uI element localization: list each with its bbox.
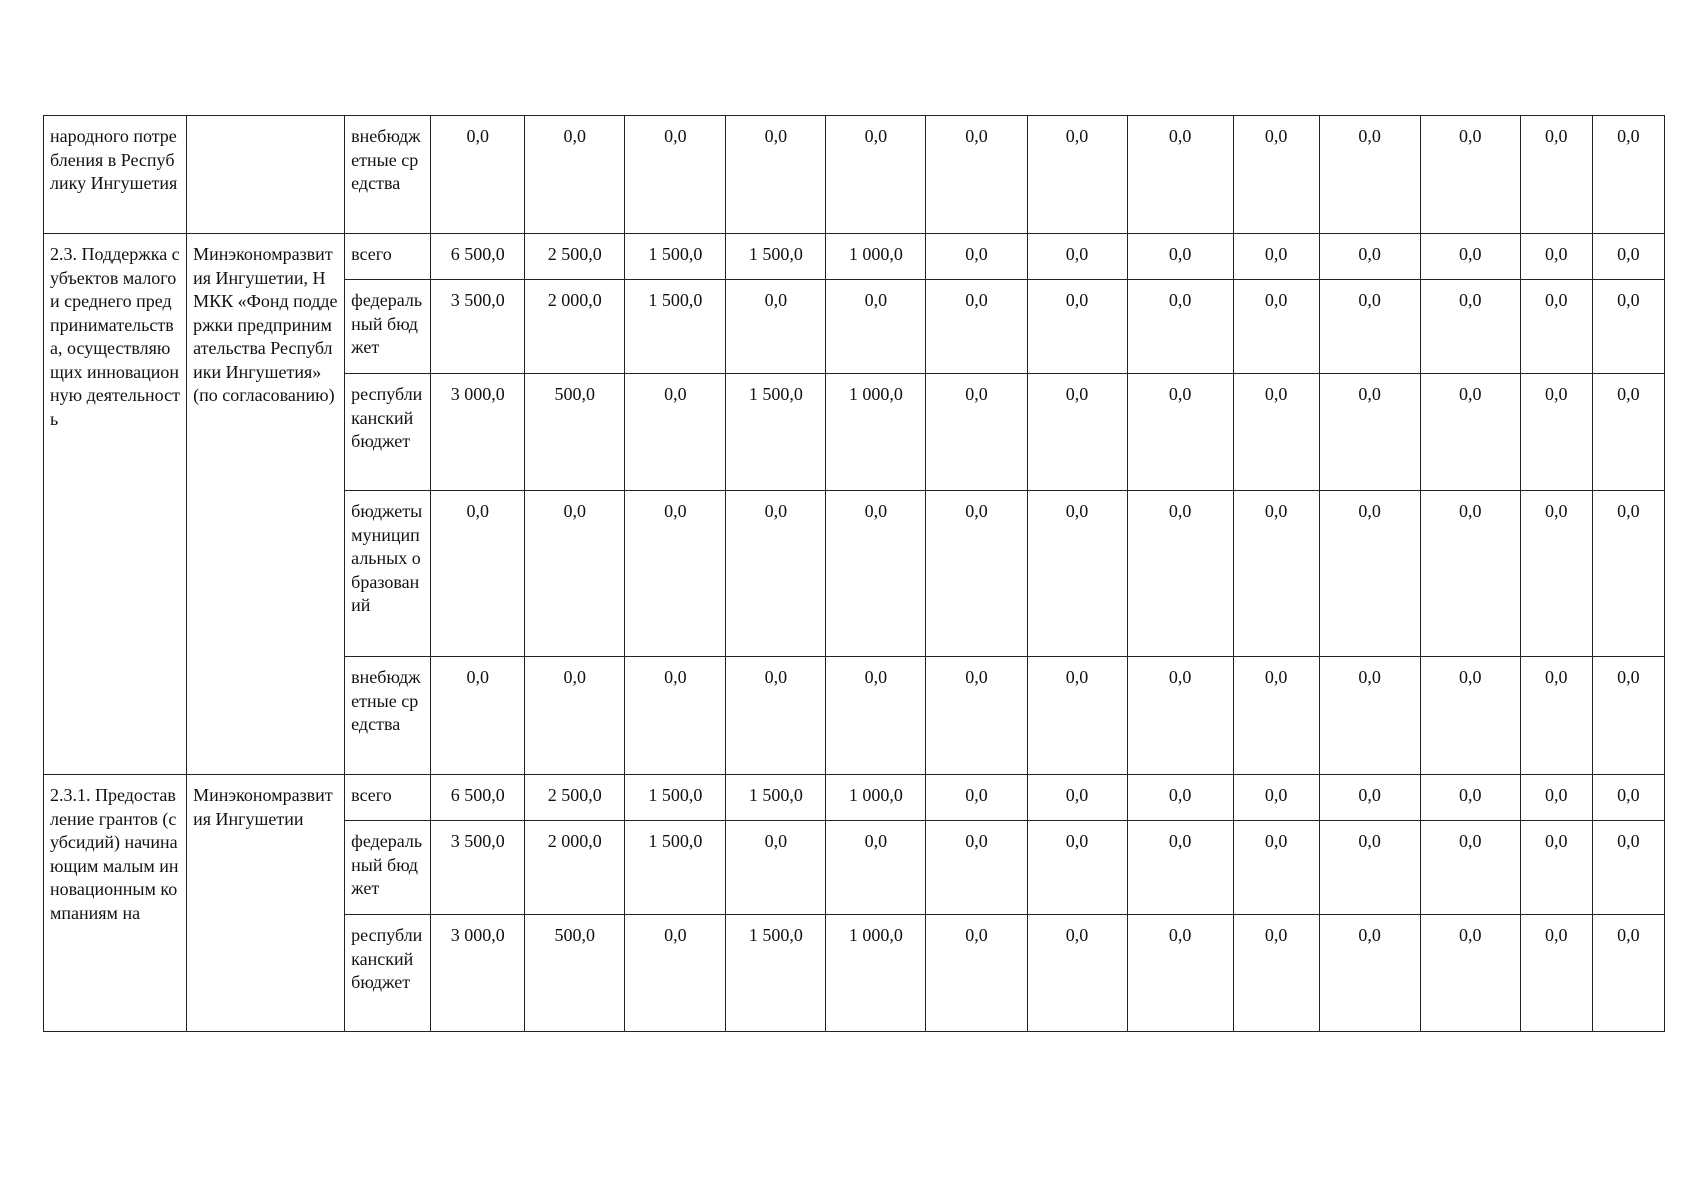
amount-cell: 2 500,0 — [525, 234, 625, 280]
amount-cell: 0,0 — [1027, 491, 1127, 657]
amount-cell: 0,0 — [1233, 116, 1319, 234]
amount-cell: 1 500,0 — [625, 821, 726, 915]
amount-cell: 0,0 — [1319, 374, 1420, 491]
amount-cell: 0,0 — [1420, 775, 1520, 821]
amount-cell: 3 000,0 — [431, 915, 525, 1032]
amount-cell: 0,0 — [1027, 657, 1127, 775]
amount-cell: 0,0 — [1319, 657, 1420, 775]
amount-cell: 0,0 — [1520, 116, 1592, 234]
funding-source-cell: федеральный бюджет — [345, 821, 431, 915]
amount-cell: 1 500,0 — [625, 280, 726, 374]
amount-cell: 0,0 — [1592, 116, 1664, 234]
amount-cell: 0,0 — [525, 657, 625, 775]
funding-source-cell: республиканский бюджет — [345, 374, 431, 491]
amount-cell: 3 000,0 — [431, 374, 525, 491]
amount-cell: 0,0 — [1592, 657, 1664, 775]
amount-cell: 0,0 — [1520, 280, 1592, 374]
amount-cell: 0,0 — [1233, 374, 1319, 491]
amount-cell: 0,0 — [1592, 775, 1664, 821]
funding-source-cell: всего — [345, 234, 431, 280]
funding-source-cell: внебюджетные средства — [345, 657, 431, 775]
amount-cell: 0,0 — [926, 491, 1027, 657]
amount-cell: 0,0 — [1233, 491, 1319, 657]
amount-cell: 0,0 — [926, 915, 1027, 1032]
budget-table — [43, 115, 1665, 1032]
amount-cell: 0,0 — [625, 491, 726, 657]
amount-cell: 2 000,0 — [525, 280, 625, 374]
amount-cell: 0,0 — [1233, 775, 1319, 821]
amount-cell: 0,0 — [1233, 657, 1319, 775]
amount-cell: 0,0 — [826, 821, 926, 915]
amount-cell: 0,0 — [1520, 374, 1592, 491]
amount-cell: 0,0 — [1420, 491, 1520, 657]
executor-cell: Минэкономразвития Ингушетии, НМКК «Фонд поддержки предпринимательства Республики Ингушетия» (по согласованию) — [187, 234, 345, 775]
amount-cell: 6 500,0 — [431, 234, 525, 280]
amount-cell: 0,0 — [726, 280, 826, 374]
table-row — [44, 116, 1665, 234]
amount-cell: 0,0 — [1127, 775, 1233, 821]
amount-cell: 0,0 — [431, 491, 525, 657]
amount-cell: 0,0 — [1520, 821, 1592, 915]
amount-cell: 0,0 — [1319, 491, 1420, 657]
amount-cell: 0,0 — [1592, 280, 1664, 374]
amount-cell: 0,0 — [1319, 280, 1420, 374]
amount-cell: 0,0 — [826, 491, 926, 657]
amount-cell: 0,0 — [1127, 491, 1233, 657]
amount-cell: 1 500,0 — [726, 775, 826, 821]
amount-cell: 1 500,0 — [625, 234, 726, 280]
amount-cell: 0,0 — [926, 374, 1027, 491]
measure-name-cell: 2.3.1. Предоставление грантов (субсидий) начинающим малым инновационным компаниям на — [44, 775, 187, 1032]
amount-cell: 1 500,0 — [625, 775, 726, 821]
amount-cell: 0,0 — [1027, 915, 1127, 1032]
amount-cell: 0,0 — [1592, 491, 1664, 657]
amount-cell: 1 000,0 — [826, 374, 926, 491]
amount-cell: 1 500,0 — [726, 374, 826, 491]
amount-cell: 0,0 — [1592, 374, 1664, 491]
amount-cell: 0,0 — [1233, 280, 1319, 374]
amount-cell: 0,0 — [1520, 915, 1592, 1032]
amount-cell: 0,0 — [1520, 234, 1592, 280]
amount-cell: 0,0 — [1520, 491, 1592, 657]
amount-cell: 0,0 — [1127, 915, 1233, 1032]
amount-cell: 1 000,0 — [826, 234, 926, 280]
amount-cell: 0,0 — [726, 116, 826, 234]
amount-cell: 0,0 — [1027, 374, 1127, 491]
amount-cell: 0,0 — [1027, 280, 1127, 374]
amount-cell: 0,0 — [826, 280, 926, 374]
amount-cell: 0,0 — [1420, 915, 1520, 1032]
amount-cell: 0,0 — [1319, 234, 1420, 280]
funding-source-cell: республиканский бюджет — [345, 915, 431, 1032]
amount-cell: 0,0 — [1520, 657, 1592, 775]
amount-cell: 0,0 — [431, 116, 525, 234]
funding-source-cell: всего — [345, 775, 431, 821]
amount-cell: 0,0 — [1520, 775, 1592, 821]
amount-cell: 2 000,0 — [525, 821, 625, 915]
amount-cell: 0,0 — [1319, 775, 1420, 821]
amount-cell: 0,0 — [625, 374, 726, 491]
amount-cell: 0,0 — [1592, 821, 1664, 915]
amount-cell: 0,0 — [826, 116, 926, 234]
amount-cell: 0,0 — [826, 657, 926, 775]
funding-source-cell: внебюджетные средства — [345, 116, 431, 234]
amount-cell: 0,0 — [1420, 657, 1520, 775]
amount-cell: 0,0 — [525, 116, 625, 234]
amount-cell: 3 500,0 — [431, 821, 525, 915]
executor-cell: Минэкономразвития Ингушетии — [187, 775, 345, 1032]
amount-cell: 0,0 — [926, 657, 1027, 775]
amount-cell: 0,0 — [1127, 234, 1233, 280]
amount-cell: 0,0 — [1233, 821, 1319, 915]
amount-cell: 0,0 — [1233, 234, 1319, 280]
amount-cell: 2 500,0 — [525, 775, 625, 821]
amount-cell: 0,0 — [726, 491, 826, 657]
amount-cell: 500,0 — [525, 915, 625, 1032]
amount-cell: 0,0 — [1319, 915, 1420, 1032]
amount-cell: 1 000,0 — [826, 775, 926, 821]
amount-cell: 0,0 — [1420, 374, 1520, 491]
amount-cell: 0,0 — [926, 116, 1027, 234]
amount-cell: 0,0 — [525, 491, 625, 657]
amount-cell: 500,0 — [525, 374, 625, 491]
amount-cell: 0,0 — [1027, 821, 1127, 915]
amount-cell: 0,0 — [1420, 116, 1520, 234]
amount-cell: 0,0 — [1127, 821, 1233, 915]
amount-cell: 0,0 — [726, 657, 826, 775]
amount-cell: 0,0 — [1127, 116, 1233, 234]
amount-cell: 0,0 — [1127, 280, 1233, 374]
amount-cell: 0,0 — [726, 821, 826, 915]
funding-source-cell: федеральный бюджет — [345, 280, 431, 374]
amount-cell: 0,0 — [625, 915, 726, 1032]
measure-name-cell: 2.3. Поддержка субъектов малого и среднего предпринимательства, осуществляющих инновационную деятельность — [44, 234, 187, 775]
amount-cell: 6 500,0 — [431, 775, 525, 821]
amount-cell: 0,0 — [1420, 821, 1520, 915]
table-body — [44, 116, 1665, 1032]
amount-cell: 1 500,0 — [726, 915, 826, 1032]
executor-cell — [187, 116, 345, 234]
amount-cell: 0,0 — [1027, 775, 1127, 821]
amount-cell: 0,0 — [431, 657, 525, 775]
amount-cell: 0,0 — [926, 280, 1027, 374]
amount-cell: 0,0 — [1027, 116, 1127, 234]
amount-cell: 0,0 — [1233, 915, 1319, 1032]
amount-cell: 1 000,0 — [826, 915, 926, 1032]
amount-cell: 0,0 — [625, 116, 726, 234]
amount-cell: 0,0 — [1127, 374, 1233, 491]
amount-cell: 0,0 — [625, 657, 726, 775]
funding-source-cell: бюджеты муниципальных образований — [345, 491, 431, 657]
amount-cell: 0,0 — [926, 775, 1027, 821]
amount-cell: 0,0 — [1319, 116, 1420, 234]
table-row — [44, 234, 1665, 280]
amount-cell: 1 500,0 — [726, 234, 826, 280]
amount-cell: 0,0 — [1420, 280, 1520, 374]
amount-cell: 0,0 — [926, 234, 1027, 280]
amount-cell: 0,0 — [926, 821, 1027, 915]
amount-cell: 3 500,0 — [431, 280, 525, 374]
amount-cell: 0,0 — [1319, 821, 1420, 915]
amount-cell: 0,0 — [1420, 234, 1520, 280]
table-row — [44, 775, 1665, 821]
measure-name-cell: народного потребления в Республику Ингушетия — [44, 116, 187, 234]
amount-cell: 0,0 — [1027, 234, 1127, 280]
amount-cell: 0,0 — [1592, 234, 1664, 280]
amount-cell: 0,0 — [1592, 915, 1664, 1032]
amount-cell: 0,0 — [1127, 657, 1233, 775]
